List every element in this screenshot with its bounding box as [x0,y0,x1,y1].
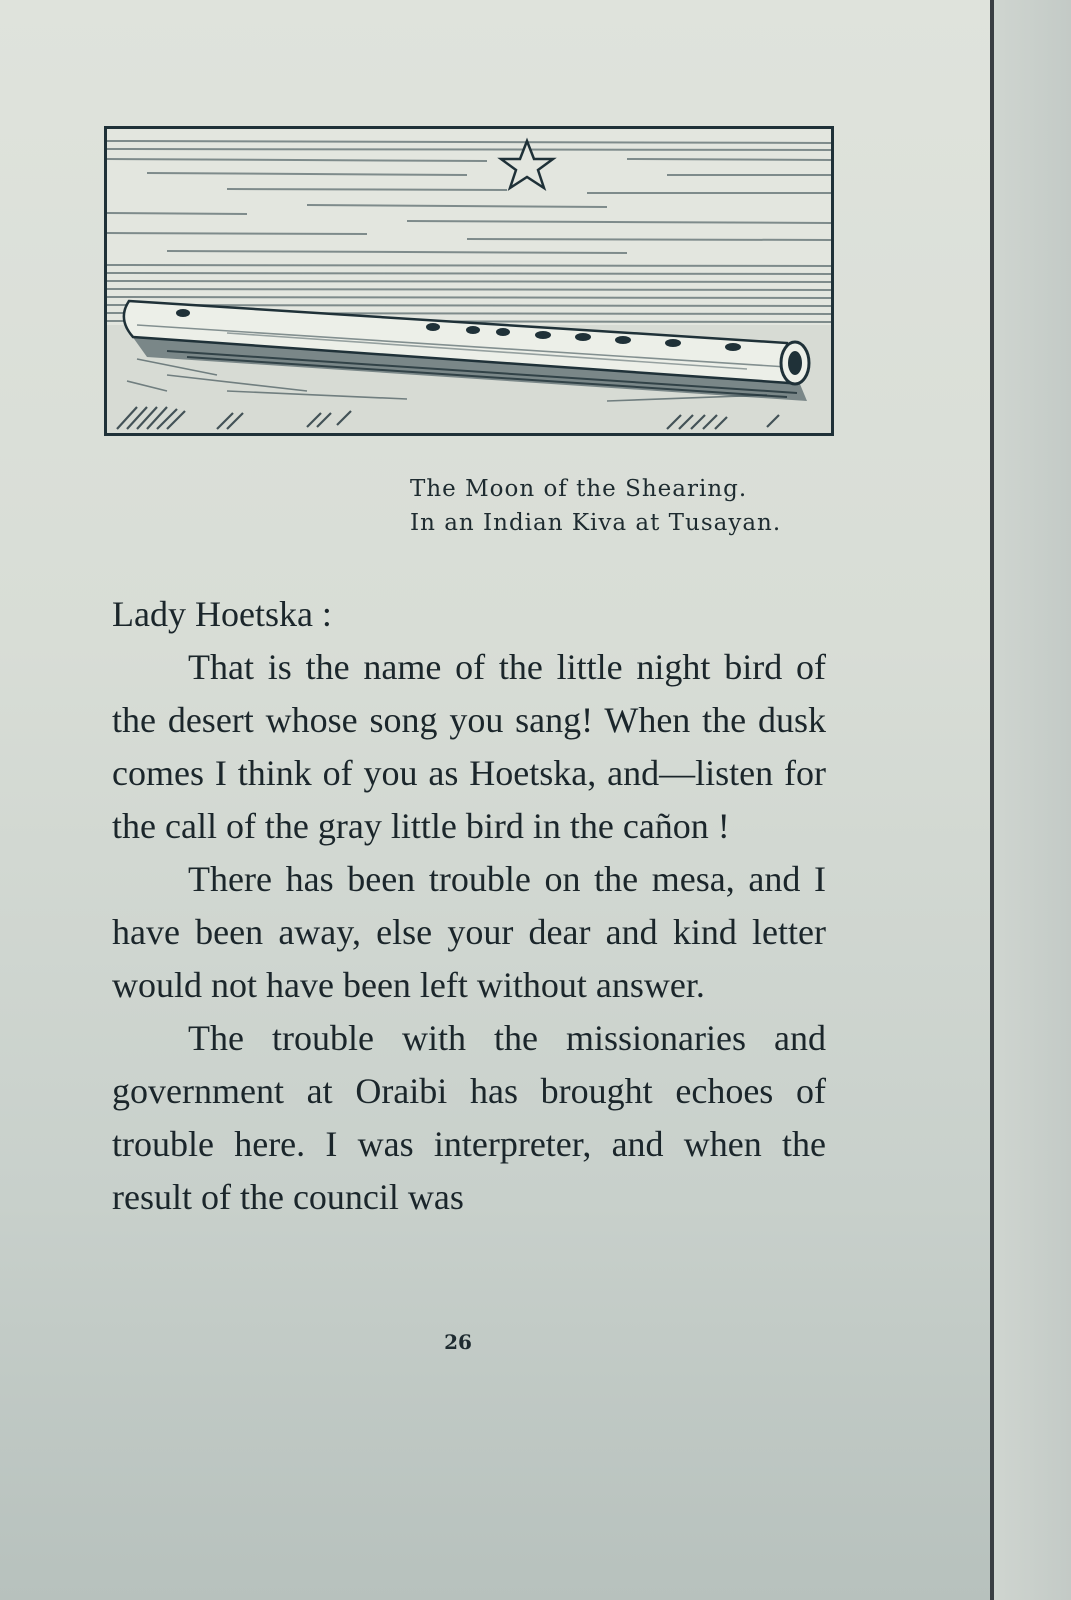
letter-paragraph-1: That is the name of the little night bird of the desert whose song you sang! When the dusk comes I think of you as Hoetska, and—listen for the call of the gray little bird in the cañon ! [112,647,826,846]
illustration-drawing [107,129,831,433]
flute-illustration [104,126,834,436]
illustration-caption [410,472,850,540]
letter-salutation: Lady Hoetska : [112,594,332,634]
letter-paragraph-3: The trouble with the missionaries and government at Oraibi has brought echoes of trouble here. I was interpreter, and when the result of the council was [112,1018,826,1217]
caption-line-2: In an Indian Kiva at Tusayan. [410,510,782,536]
letter-paragraph-2: There has been trouble on the mesa, and I have been away, else your dear and kind letter would not have been left without answer. [112,859,826,1005]
adjacent-page [994,0,1071,1600]
star-icon [501,141,553,188]
caption-line-1: The Moon of the Shearing. [410,476,748,502]
letter-body [112,588,826,1224]
page-number: 26 [444,1330,472,1354]
